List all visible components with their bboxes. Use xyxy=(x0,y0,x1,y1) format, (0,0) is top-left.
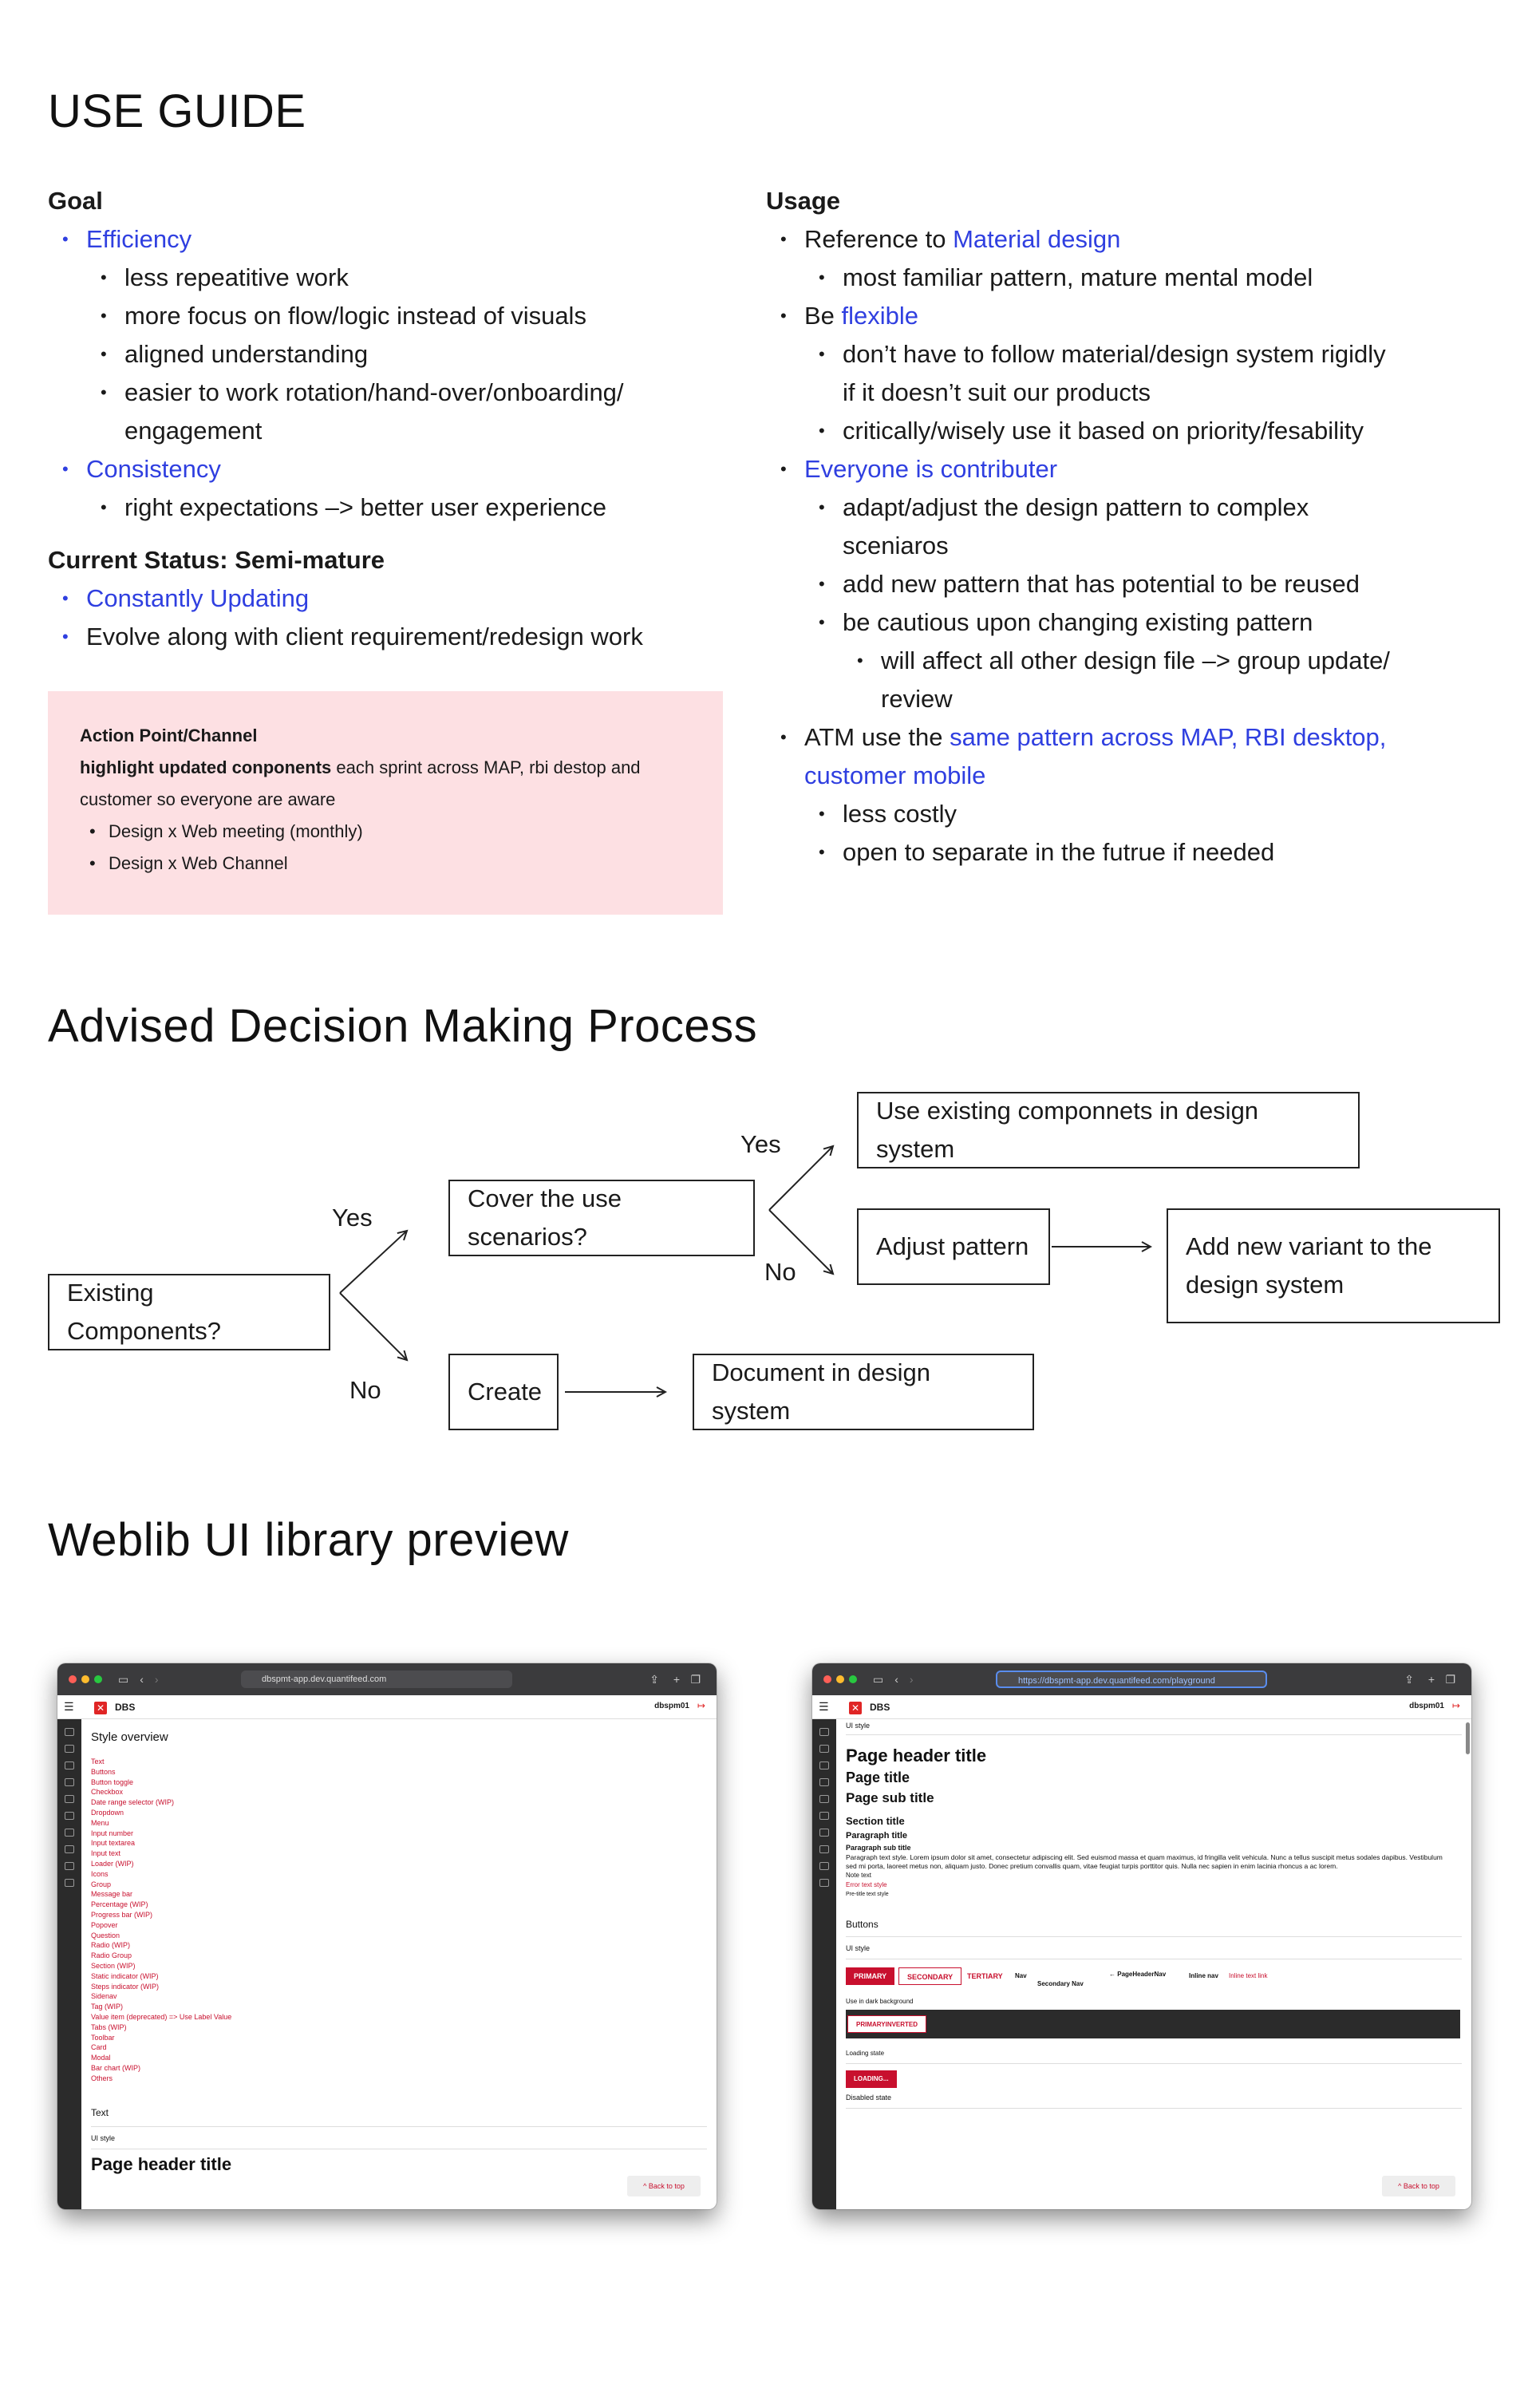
style-link[interactable]: Tag (WIP) xyxy=(91,2003,124,2011)
style-link[interactable]: Text xyxy=(91,1758,105,1765)
action-item: • Design x Web Channel xyxy=(80,848,691,880)
style-link[interactable]: Card xyxy=(91,2043,107,2052)
efficiency-item: • Efficiency xyxy=(48,220,734,259)
nav-icon[interactable] xyxy=(819,1879,829,1887)
usage-column xyxy=(766,182,1500,872)
nav-icon[interactable] xyxy=(819,1745,829,1753)
nav-icon[interactable] xyxy=(65,1879,74,1887)
nav-icon[interactable] xyxy=(819,1862,829,1870)
consistency-item: • Consistency xyxy=(48,450,734,488)
pretitle-text: Pre-title text style xyxy=(846,1892,889,1897)
preview-title: Weblib UI library preview xyxy=(48,1514,569,1566)
dark-background-label: Use in dark background xyxy=(846,1998,914,2005)
efficiency-sub-item: • easier to work rotation/hand-over/onboarding/ xyxy=(48,374,734,412)
action-text-2: customer so everyone are aware xyxy=(80,789,336,809)
back-icon[interactable]: ‹ xyxy=(894,1673,898,1686)
disabled-state-label: Disabled state xyxy=(846,2093,1462,2109)
style-link[interactable]: Buttons xyxy=(91,1767,116,1776)
style-link[interactable]: Bar chart (WIP) xyxy=(91,2063,141,2072)
forward-icon[interactable]: › xyxy=(154,1673,159,1686)
new-tab-icon[interactable]: + xyxy=(1427,1673,1435,1686)
back-to-top-button[interactable]: ^ Back to top xyxy=(627,2176,701,2196)
brand-name: DBS xyxy=(870,1702,890,1713)
browser-toolbar xyxy=(57,1663,717,1695)
nav-icon[interactable] xyxy=(65,1745,74,1753)
nav-icon[interactable] xyxy=(819,1845,829,1853)
side-nav xyxy=(57,1719,81,2209)
secondary-nav-button[interactable]: Secondary Nav xyxy=(1037,1980,1084,1987)
style-link[interactable]: Icons xyxy=(91,1869,109,1878)
usage-sub-item-cont: if it doesn’t suit our products xyxy=(843,378,1151,406)
usage-sub-item: • be cautious upon changing existing pattern xyxy=(766,603,1500,642)
brand-name: DBS xyxy=(115,1702,136,1713)
nav-icon[interactable] xyxy=(819,1812,829,1820)
paragraph-text: Paragraph text style. Lorem ipsum dolor sit amet, consectetur adipiscing elit. Sed euismod massa et quam maximus, id fringilla velit vehicula. Nunc a tellus suscipit metus sodales dapibus. Vestibulum sed mi porta, laoreet metus non, aliquam justo. Donec pretium convallis quam, vitae feugiat turpis porttitor quis. Nulla nec sapien in enim lacinia rhoncus a ac lorem. xyxy=(846,1853,1443,1870)
dbs-logo-icon: ✕ xyxy=(94,1702,107,1714)
ui-style-label: UI style xyxy=(91,2133,707,2149)
window-controls[interactable] xyxy=(823,1673,862,1686)
left-browser-window xyxy=(57,1663,717,2209)
nav-button[interactable]: Nav xyxy=(1015,1972,1027,1979)
buttons-heading: Buttons xyxy=(846,1920,1462,1937)
usage-sub-item: • open to separate in the futrue if needed xyxy=(766,833,1500,872)
tertiary-button[interactable]: TERTIARY xyxy=(967,1972,1003,1980)
sidebar-toggle-icon[interactable]: ▭ xyxy=(118,1672,129,1686)
style-link[interactable]: Checkbox xyxy=(91,1788,124,1797)
app-header xyxy=(812,1695,1471,1719)
back-to-top-button[interactable]: ^ Back to top xyxy=(1382,2176,1455,2196)
style-link[interactable]: Steps indicator (WIP) xyxy=(91,1982,160,1991)
page-sub-title: Page sub title xyxy=(846,1790,934,1805)
action-text: highlight updated conponents each sprint across MAP, rbi destop and xyxy=(80,757,641,777)
menu-icon[interactable]: ☰ xyxy=(64,1700,74,1713)
efficiency-sub-item: • less repeatitive work xyxy=(48,259,734,297)
error-text: Error text style xyxy=(846,1881,887,1888)
forward-icon[interactable]: › xyxy=(909,1673,914,1686)
ui-style-label: UI style xyxy=(846,1721,1462,1735)
style-link[interactable]: Modal xyxy=(91,2054,111,2062)
share-icon[interactable]: ⇪ xyxy=(650,1672,659,1686)
style-link[interactable]: Message bar xyxy=(91,1890,133,1899)
nav-icon[interactable] xyxy=(819,1728,829,1736)
efficiency-sub-item: • aligned understanding xyxy=(48,335,734,374)
window-controls[interactable] xyxy=(69,1673,107,1686)
nav-icon[interactable] xyxy=(819,1795,829,1803)
share-icon[interactable]: ⇪ xyxy=(1404,1672,1414,1686)
style-link[interactable]: Loader (WIP) xyxy=(91,1859,134,1868)
style-link[interactable]: Others xyxy=(91,2074,113,2082)
paragraph-sub-title: Paragraph sub title xyxy=(846,1844,911,1852)
scrollbar[interactable] xyxy=(1466,1722,1470,1754)
usage-sub-item-cont: sceniaros xyxy=(843,532,949,559)
efficiency-sub-item: • more focus on flow/logic instead of visuals xyxy=(48,297,734,335)
existing-yes-arrow xyxy=(340,1231,407,1293)
nav-icon[interactable] xyxy=(65,1829,74,1837)
usage-flexible: • Be flexible xyxy=(766,297,1500,335)
page-header-title: Page header title xyxy=(91,2153,232,2174)
nav-icon[interactable] xyxy=(65,1862,74,1870)
usage-atm: • ATM use the same pattern across MAP, RBI desktop, xyxy=(766,718,1500,757)
use-guide-title: USE GUIDE xyxy=(48,85,306,137)
loading-button[interactable]: LOADING... xyxy=(846,2070,897,2088)
goal-column xyxy=(48,182,734,656)
back-icon[interactable]: ‹ xyxy=(140,1673,144,1686)
style-link[interactable]: Question xyxy=(91,1931,120,1939)
section-title: Section title xyxy=(846,1815,905,1827)
primary-button[interactable]: PRIMARY xyxy=(846,1967,894,1985)
status-heading: Current Status: Semi-mature xyxy=(48,546,385,574)
usage-heading: Usage xyxy=(766,187,841,215)
page-header-title: Page header title xyxy=(846,1746,987,1765)
nav-icon[interactable] xyxy=(65,1762,74,1769)
menu-icon[interactable]: ☰ xyxy=(819,1700,829,1713)
style-link[interactable]: Date range selector (WIP) xyxy=(91,1798,175,1807)
primary-inverted-button[interactable]: PRIMARYINVERTED xyxy=(847,2015,926,2033)
usage-sub-item: • adapt/adjust the design pattern to complex xyxy=(766,488,1500,527)
style-link[interactable]: Toolbar xyxy=(91,2033,115,2042)
arrow-left-icon: ← xyxy=(1109,1971,1118,1978)
style-link[interactable]: Static indicator (WIP) xyxy=(91,1971,159,1980)
adjust-pattern-box: Adjust pattern xyxy=(857,1208,1050,1285)
sidebar-toggle-icon[interactable]: ▭ xyxy=(873,1672,884,1686)
style-link[interactable]: Progress bar (WIP) xyxy=(91,1910,153,1919)
inline-nav-button[interactable]: Inline nav xyxy=(1189,1972,1218,1979)
consistency-sub-item: • right expectations –> better user experience xyxy=(48,488,734,527)
usage-reference: • Reference to Material design xyxy=(766,220,1500,259)
document-box: Document in design system xyxy=(693,1354,1034,1430)
style-link[interactable]: Value item (deprecated) => Use Label Value xyxy=(91,2012,232,2021)
style-link[interactable]: Radio Group xyxy=(91,1951,132,1960)
nav-icon[interactable] xyxy=(65,1778,74,1786)
material-design-link[interactable]: Material design xyxy=(953,225,1121,253)
usage-sub-item: • most familiar pattern, mature mental model xyxy=(766,259,1500,297)
style-link[interactable]: Radio (WIP) xyxy=(91,1941,131,1950)
tabs-icon[interactable]: ❐ xyxy=(1445,1672,1455,1686)
status-item-evolve: • Evolve along with client requirement/redesign work xyxy=(48,618,734,656)
nav-icon[interactable] xyxy=(65,1728,74,1736)
paragraph-title: Paragraph title xyxy=(846,1831,908,1841)
no-label: No xyxy=(349,1376,381,1404)
style-link[interactable]: Section (WIP) xyxy=(91,1961,136,1970)
right-browser-window xyxy=(812,1663,1471,2209)
add-variant-box: Add new variant to the design system xyxy=(1167,1208,1500,1323)
nav-icon[interactable] xyxy=(65,1812,74,1820)
new-tab-icon[interactable]: + xyxy=(673,1673,680,1686)
action-point-box xyxy=(48,691,723,915)
logout-icon[interactable]: ↦ xyxy=(1451,1700,1460,1711)
nav-icon[interactable] xyxy=(819,1778,829,1786)
usage-sub-item: • critically/wisely use it based on priority/fesability xyxy=(766,412,1500,450)
loading-row xyxy=(846,2064,1462,2091)
usage-sub-item: • add new pattern that has potential to be reused xyxy=(766,565,1500,603)
no-label: No xyxy=(764,1258,796,1286)
tabs-icon[interactable]: ❐ xyxy=(690,1672,701,1686)
usage-sub-sub-item: • will affect all other design file –> group update/ xyxy=(766,642,1500,680)
inline-text-link[interactable]: Inline text link xyxy=(1229,1972,1268,1979)
secondary-button[interactable]: SECONDARY xyxy=(898,1967,961,1985)
use-existing-box: Use existing componnets in design system xyxy=(857,1092,1360,1168)
style-link[interactable]: Input text xyxy=(91,1849,121,1858)
url-bar[interactable]: https://dbspmt-app.dev.quantifeed.com/playground xyxy=(996,1671,1267,1688)
ui-style-label: UI style xyxy=(846,1943,1462,1959)
page-header-nav-button[interactable]: ← PageHeaderNav xyxy=(1109,1971,1167,1978)
section-text-heading: Text xyxy=(91,2108,707,2127)
usage-atm-cont: customer mobile xyxy=(804,761,986,789)
side-nav xyxy=(812,1719,836,2209)
existing-no-arrow xyxy=(340,1293,407,1360)
usage-sub-item: • don’t have to follow material/design system rigidly xyxy=(766,335,1500,374)
usage-contributer: • Everyone is contributer xyxy=(766,450,1500,488)
goal-heading: Goal xyxy=(48,187,103,215)
browser-toolbar xyxy=(812,1663,1471,1695)
usage-sub-item: • less costly xyxy=(766,795,1500,833)
page-content xyxy=(846,1719,1462,2209)
action-title: Action Point/Channel xyxy=(80,726,258,745)
style-link[interactable]: Button toggle xyxy=(91,1777,134,1786)
nav-icon[interactable] xyxy=(65,1845,74,1853)
page-title: Page title xyxy=(846,1769,910,1785)
usage-sub-sub-item-cont: review xyxy=(881,685,953,713)
style-link[interactable]: Tabs (WIP) xyxy=(91,2022,127,2031)
logout-icon[interactable]: ↦ xyxy=(697,1700,705,1711)
style-link[interactable]: Sidenav xyxy=(91,1992,117,2001)
loading-state-label: Loading state xyxy=(846,2048,1462,2064)
yes-label: Yes xyxy=(740,1130,781,1158)
dark-background-panel xyxy=(846,2010,1460,2038)
style-link[interactable]: Input number xyxy=(91,1829,134,1837)
url-bar[interactable]: dbspmt-app.dev.quantifeed.com xyxy=(241,1671,512,1688)
action-item: • Design x Web meeting (monthly) xyxy=(80,816,691,848)
style-link[interactable]: Input textarea xyxy=(91,1839,136,1848)
nav-icon[interactable] xyxy=(819,1762,829,1769)
user-name[interactable]: dbspm01 xyxy=(1409,1702,1444,1710)
nav-icon[interactable] xyxy=(65,1795,74,1803)
existing-components-box: Existing Components? xyxy=(48,1274,330,1350)
style-link[interactable]: Percentage (WIP) xyxy=(91,1900,148,1909)
process-title: Advised Decision Making Process xyxy=(48,1000,758,1052)
cover-scenarios-box: Cover the use scenarios? xyxy=(448,1180,755,1256)
create-box: Create xyxy=(448,1354,559,1430)
efficiency-sub-item-cont: engagement xyxy=(124,417,263,445)
style-link-list xyxy=(91,1757,707,2084)
status-item-updating: • Constantly Updating xyxy=(48,579,734,618)
button-row xyxy=(846,1959,1462,1995)
style-link[interactable]: Popover xyxy=(91,1920,118,1929)
page-content xyxy=(91,1719,707,2209)
yes-label: Yes xyxy=(332,1204,373,1232)
user-name[interactable]: dbspm01 xyxy=(654,1702,689,1710)
style-link[interactable]: Menu xyxy=(91,1818,109,1827)
style-overview-heading: Style overview xyxy=(91,1730,168,1744)
style-link[interactable]: Group xyxy=(91,1880,112,1888)
app-header xyxy=(57,1695,717,1719)
style-link[interactable]: Dropdown xyxy=(91,1808,124,1817)
dbs-logo-icon: ✕ xyxy=(849,1702,862,1714)
nav-icon[interactable] xyxy=(819,1829,829,1837)
note-text: Note text xyxy=(846,1872,872,1879)
